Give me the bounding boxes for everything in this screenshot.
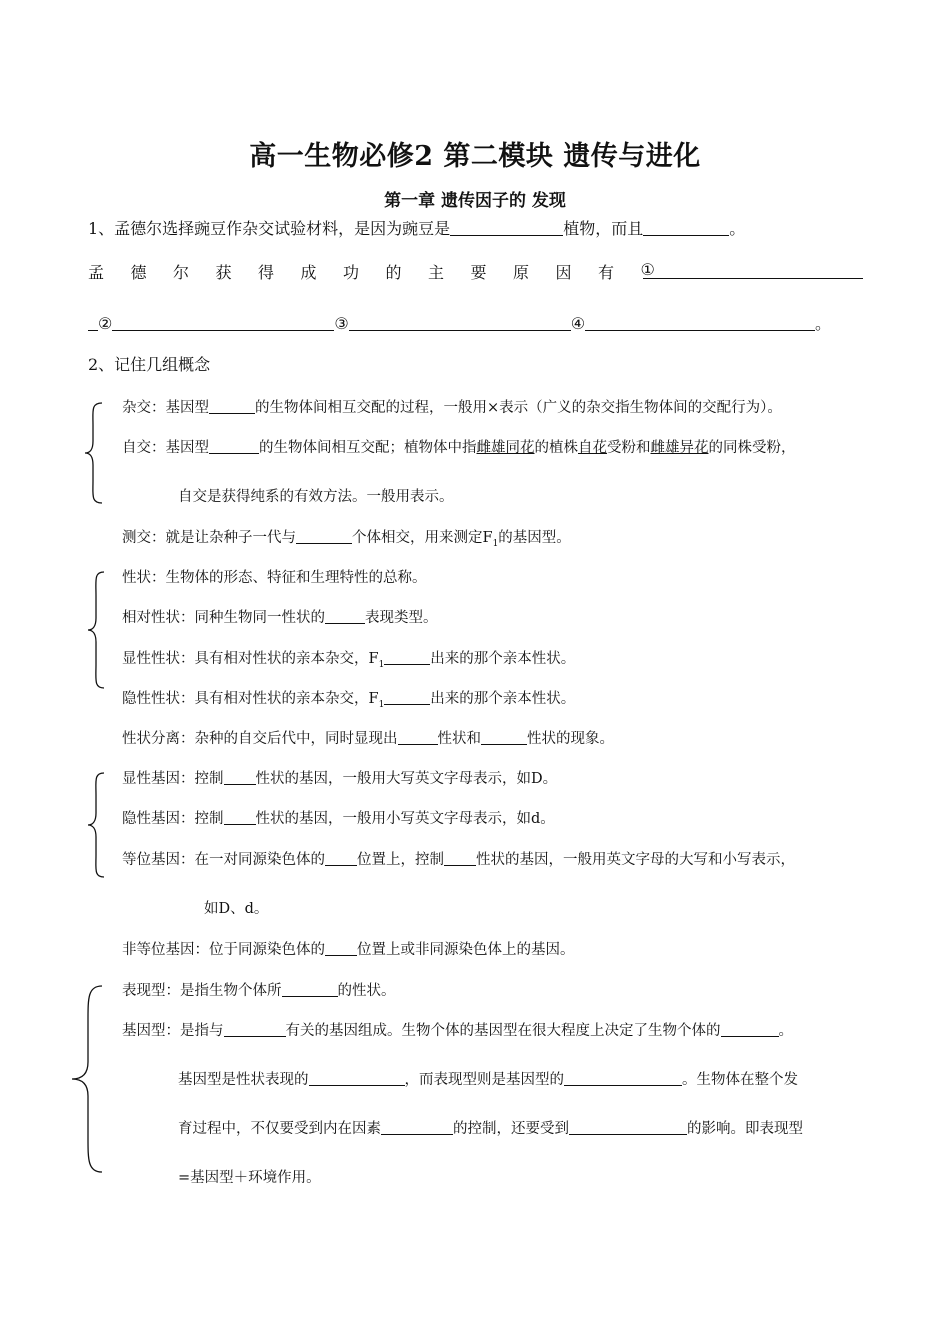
answer-blank[interactable] <box>112 315 334 331</box>
answer-blank[interactable] <box>349 315 571 331</box>
answer-blank[interactable] <box>325 940 357 956</box>
answer-blank[interactable] <box>569 1119 687 1135</box>
chapter-heading: 第一章 遗传因子的 发现 <box>384 191 566 211</box>
answer-blank[interactable] <box>296 528 352 544</box>
concept-trait: 性状：生物体的形态、特征和生理特性的总称。 <box>122 570 427 586</box>
reason-1-blank[interactable] <box>643 278 863 279</box>
answer-blank[interactable] <box>481 729 527 745</box>
answer-blank[interactable] <box>209 438 259 454</box>
concept-relation-line-3: =基因型＋环境作用。 <box>178 1170 321 1186</box>
concept-allele-example: 如D、d。 <box>204 901 269 917</box>
answer-blank[interactable] <box>325 608 365 624</box>
question-2-heading: 2、记住几组概念 <box>88 355 211 374</box>
concept-testcross: 测交：就是让杂种子一代与 个体相交，用来测定$F_1$的基因型。 <box>122 530 571 549</box>
answer-blank[interactable] <box>643 220 729 236</box>
answer-blank[interactable] <box>224 809 256 825</box>
answer-blank[interactable] <box>444 850 476 866</box>
concept-relation-line-2: 育过程中，不仅要受到内在因素 的控制，还要受到 的影响。即表现型 <box>178 1121 803 1137</box>
answer-blank[interactable] <box>209 398 255 414</box>
concept-non-allele: 非等位基因：位于同源染色体的 位置上或非同源染色体上的基因。 <box>122 942 575 958</box>
brace-group-2 <box>88 572 110 688</box>
question-1-line-1: 1、孟德尔选择豌豆作杂交试验材料，是因为豌豆是 植物，而且 。 <box>88 219 746 238</box>
brace-group-3 <box>88 773 110 877</box>
concept-phenotype: 表现型：是指生物个体所 的性状。 <box>122 983 396 999</box>
answer-blank[interactable] <box>88 315 98 331</box>
concept-hybrid: 杂交：基因型 的生物体间相互交配的过程，一般用×表示（广义的杂交指生物体间的交配行为）。 <box>122 400 782 416</box>
concept-selfing-note: 自交是获得纯系的有效方法。一般用表示。 <box>178 489 454 505</box>
concept-dominant-gene: 显性基因：控制 性状的基因，一般用大写英文字母表示，如D。 <box>122 771 558 787</box>
concept-allele: 等位基因：在一对同源染色体的 位置上，控制 性状的基因，一般用英文字母的大写和小写表示， <box>122 852 795 868</box>
answer-blank[interactable] <box>224 769 256 785</box>
answer-blank[interactable] <box>381 1119 453 1135</box>
answer-blank[interactable] <box>450 220 563 236</box>
answer-blank[interactable] <box>384 649 430 665</box>
question-1-line-3: ② ③ ④ 。 <box>88 311 831 334</box>
concept-genotype: 基因型：是指与 有关的基因组成。生物个体的基因型在很大程度上决定了生物个体的 。 <box>122 1023 793 1039</box>
answer-blank[interactable] <box>282 981 338 997</box>
answer-blank[interactable] <box>224 1021 286 1037</box>
brace-group-1 <box>84 403 106 503</box>
concept-selfing: 自交：基因型 的生物体间相互交配；植物体中指雌雄同花的植株自花受粉和雌雄异花的同株受粉， <box>122 440 796 456</box>
answer-blank[interactable] <box>309 1070 405 1086</box>
answer-blank[interactable] <box>398 729 438 745</box>
page-title: 高一生物必修2 第二模块 遗传与进化 <box>249 141 701 172</box>
concept-relation-line-1: 基因型是性状表现的 ，而表现型则是基因型的 。生物体在整个发 <box>178 1072 798 1088</box>
concept-recessive-trait: 隐性性状：具有相对性状的亲本杂交，$F_1$ 出来的那个亲本性状。 <box>122 691 576 710</box>
answer-blank[interactable] <box>325 850 357 866</box>
concept-recessive-gene: 隐性基因：控制 性状的基因，一般用小写英文字母表示，如d。 <box>122 811 555 827</box>
answer-blank[interactable] <box>721 1021 779 1037</box>
concept-segregation: 性状分离：杂种的自交后代中，同时显现出 性状和 性状的现象。 <box>122 731 614 747</box>
concept-relative-trait: 相对性状：同种生物同一性状的 表现类型。 <box>122 610 438 626</box>
brace-group-4 <box>70 986 106 1172</box>
concept-dominant-trait: 显性性状：具有相对性状的亲本杂交，$F_1$ 出来的那个亲本性状。 <box>122 651 576 670</box>
answer-blank[interactable] <box>384 689 430 705</box>
answer-blank[interactable] <box>585 315 815 331</box>
question-1-line-2: 孟 德 尔 获 得 成 功 的 主 要 原 因 有 ① <box>88 260 655 282</box>
answer-blank[interactable] <box>564 1070 682 1086</box>
